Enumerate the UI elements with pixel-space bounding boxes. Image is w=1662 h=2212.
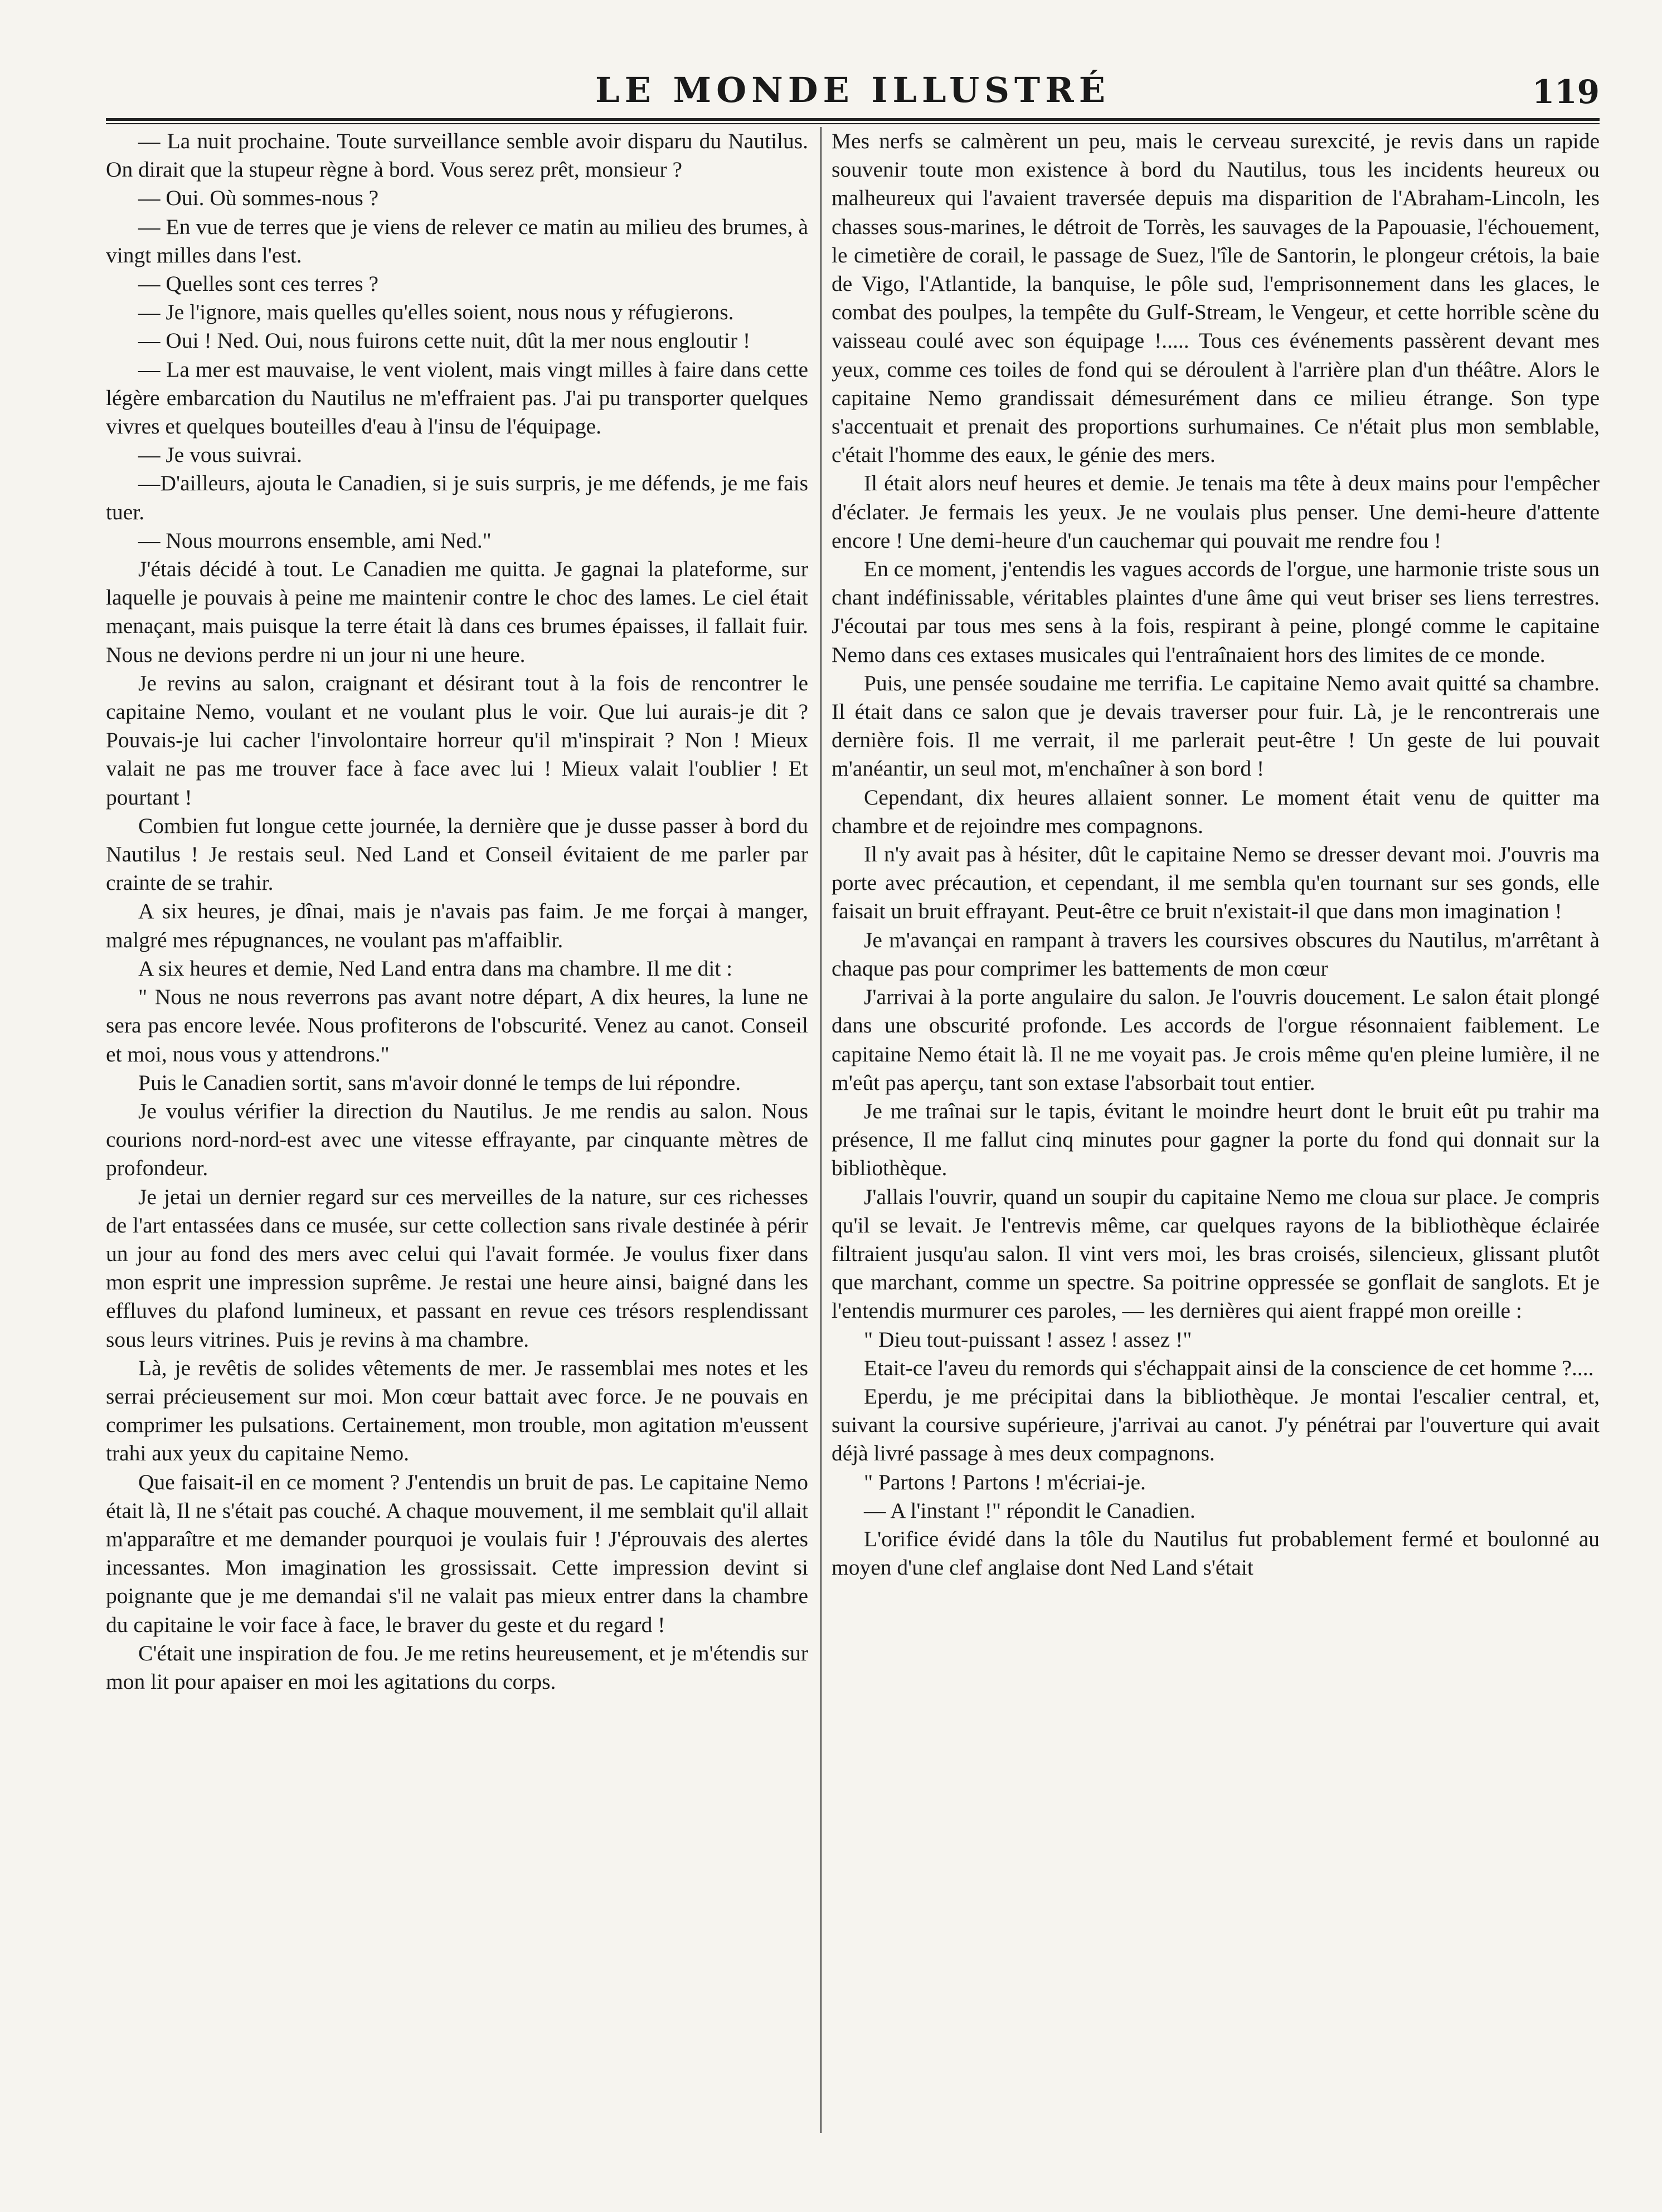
page-number: 119 [1532, 73, 1600, 111]
header-rule [106, 118, 1600, 121]
paragraph: — La mer est mauvaise, le vent violent, mais vingt milles à faire dans cette légère embarcation du Nautilus ne m'effraient pas. J'ai pu transporter quelques vivres et quelques bouteilles d'eau à l'insu de l'équipage. [106, 357, 808, 439]
paragraph: — En vue de terres que je viens de relever ce matin au milieu des brumes, à vingt milles dans l'est. [106, 214, 808, 267]
paragraph: — Je l'ignore, mais quelles qu'elles soient, nous nous y réfugierons. [138, 300, 734, 325]
paragraph: — A l'instant !" répondit le Canadien. [864, 1498, 1196, 1523]
paragraph: C'était une inspiration de fou. Je me retins heureusement, et je m'étendis sur mon lit pour apaiser en moi les agitations du corps. [106, 1640, 808, 1694]
paragraph: Eperdu, je me précipitai dans la bibliothèque. Je montai l'escalier central, et, suivant la coursive supérieure, j'arrivai au canot. J'y pénétrai par l'ouverture qui avait déjà livré passage à mes deux compagnons. [832, 1383, 1600, 1466]
paragraph: — Oui ! Ned. Oui, nous fuirons cette nuit, dût la mer nous engloutir ! [138, 328, 751, 353]
paragraph: Je voulus vérifier la direction du Nautilus. Je me rendis au salon. Nous courions nord-nord-est avec une vitesse effrayante, par cinquante mètres de profondeur. [106, 1098, 808, 1181]
right-column [832, 127, 1600, 2138]
paragraph: " Dieu tout-puissant ! assez ! assez !" [864, 1327, 1192, 1352]
paragraph: J'allais l'ouvrir, quand un soupir du capitaine Nemo me cloua sur place. Je compris qu'il se levait. Je l'entrevis même, car quelques rayons de la bibliothèque éclairée filtraient jusqu'au salon. Il vint vers moi, les bras croisés, silencieux, glissant plutôt que marchant, comme un spectre. Sa poitrine oppressée se gonflait de sanglots. Et je l'entendis murmurer ces paroles, — les dernières qui aient frappé mon oreille : [832, 1184, 1600, 1323]
paragraph: Je me traînai sur le tapis, évitant le moindre heurt dont le bruit eût pu trahir ma présence, Il me fallut cinq minutes pour gagner la porte du fond qui donnait sur la bibliothèque. [832, 1098, 1600, 1181]
page-header [106, 70, 1600, 120]
paragraph: Il était alors neuf heures et demie. Je tenais ma tête à deux mains pour l'empêcher d'éclater. Je fermais les yeux. Je ne voulais plus penser. Une demi-heure d'attente encore ! Une demi-heure d'un cauchemar qui pouvait me rendre fou ! [832, 471, 1600, 553]
column-divider [820, 127, 822, 2133]
newspaper-title: LE MONDE ILLUSTRÉ [595, 70, 1110, 110]
paragraph: Je revins au salon, craignant et désirant tout à la fois de rencontrer le capitaine Nemo, voulant et ne voulant plus le voir. Que lui aurais-je dit ? Pouvais-je lui cacher l'involontaire horreur qu'il m'inspirait ? Non ! Mieux valait ne pas me trouver face à face avec lui ! Mieux valait l'oublier ! Et pourtant ! [106, 670, 808, 810]
paragraph: " Partons ! Partons ! m'écriai-je. [864, 1469, 1146, 1494]
paragraph: Que faisait-il en ce moment ? J'entendis un bruit de pas. Le capitaine Nemo était là, Il ne s'était pas couché. A chaque mouvement, il me semblait qu'il allait m'apparaître et me demander pourquoi je voulais fuir ! J'éprouvais des alertes incessantes. Mon imagination les grossissait. Cette impression devint si poignante que je me demandai s'il ne valait pas mieux entrer dans la chambre du capitaine le voir face à face, le braver du geste et du regard ! [106, 1469, 808, 1637]
paragraph: J'arrivai à la porte angulaire du salon. Je l'ouvris doucement. Le salon était plongé dans une obscurité profonde. Les accords de l'orgue résonnaient faiblement. Le capitaine Nemo était là. Il ne me voyait pas. Je crois même qu'en pleine lumière, il ne m'eût pas aperçu, tant son extase l'absorbait tout entier. [832, 985, 1600, 1095]
paragraph: Cependant, dix heures allaient sonner. Le moment était venu de quitter ma chambre et de rejoindre mes compagnons. [832, 785, 1600, 838]
left-column [106, 127, 808, 2138]
paragraph: J'étais décidé à tout. Le Canadien me quitta. Je gagnai la plateforme, sur laquelle je pouvais à peine me maintenir contre le choc des lames. Le ciel était menaçant, mais puisque la terre était là dans ces brumes épaisses, il fallait fuir. Nous ne devions perdre ni un jour ni une heure. [106, 557, 808, 667]
paragraph: — Quelles sont ces terres ? [138, 271, 379, 296]
paragraph: Puis le Canadien sortit, sans m'avoir donné le temps de lui répondre. [138, 1070, 741, 1095]
paragraph: Il n'y avait pas à hésiter, dût le capitaine Nemo se dresser devant moi. J'ouvris ma porte avec précaution, et cependant, il me sembla qu'en tournant sur ses gonds, elle faisait un bruit effrayant. Peut-être ce bruit n'existait-il que dans mon imagination ! [832, 842, 1600, 924]
paragraph: Etait-ce l'aveu du remords qui s'échappait ainsi de la conscience de cet homme ?.... [864, 1355, 1594, 1380]
paragraph: A six heures et demie, Ned Land entra dans ma chambre. Il me dit : [138, 956, 733, 981]
paragraph: — La nuit prochaine. Toute surveillance semble avoir disparu du Nautilus. On dirait que la stupeur règne à bord. Vous serez prêt, monsieur ? [106, 129, 808, 182]
paragraph: Là, je revêtis de solides vêtements de mer. Je rassemblai mes notes et les serrai précieusement sur moi. Mon cœur battait avec force. Je ne pouvais en comprimer les pulsations. Certainement, mon trouble, mon agitation m'eussent trahi aux yeux du capitaine Nemo. [106, 1355, 808, 1466]
paragraph: Puis, une pensée soudaine me terrifia. Le capitaine Nemo avait quitté sa chambre. Il était dans ce salon que je devais traverser pour fuir. Là, je le rencontrerais une dernière fois. Il me verrait, il me parlerait peut-être ! Un geste de lui pouvait m'anéantir, un seul mot, m'enchaîner à son bord ! [832, 670, 1600, 781]
paragraph: Je m'avançai en rampant à travers les coursives obscures du Nautilus, m'arrêtant à chaque pas pour comprimer les battements de mon cœur [832, 927, 1600, 981]
paragraph: Je jetai un dernier regard sur ces merveilles de la nature, sur ces richesses de l'art entassées dans ce musée, sur cette collection sans rivale destinée à périr un jour au fond des mers avec celui qui l'avait formée. Je voulus fixer dans mon esprit une impression suprême. Je restai une heure ainsi, baigné dans les effluves du plafond lumineux, et passant en revue ces trésors resplendissant sous leurs vitrines. Puis je revins à ma chambre. [106, 1184, 808, 1352]
header-rule-thin [106, 123, 1600, 124]
paragraph: — Oui. Où sommes-nous ? [138, 186, 379, 211]
paragraph: L'orifice évidé dans la tôle du Nautilus fut probablement fermé et boulonné au moyen d'une clef anglaise dont Ned Land s'était [832, 1526, 1600, 1580]
paragraph: A six heures, je dînai, mais je n'avais pas faim. Je me forçai à manger, malgré mes répugnances, ne voulant pas m'affaiblir. [106, 899, 808, 952]
paragraph: — Nous mourrons ensemble, ami Ned." [138, 528, 492, 553]
paragraph: En ce moment, j'entendis les vagues accords de l'orgue, une harmonie triste sous un chant indéfinissable, véritables plaintes d'une âme qui veut briser ses liens terrestres. J'écoutai par tous mes sens à la fois, respirant à peine, plongé comme le capitaine Nemo dans ces extases musicales qui l'entraînaient hors des limites de ce monde. [832, 557, 1600, 667]
paragraph: Mes nerfs se calmèrent un peu, mais le cerveau surexcité, je revis dans un rapide souvenir toute mon existence à bord du Nautilus, tous les incidents heureux ou malheureux qui l'avaient traversée depuis ma disparition de l'Abraham-Lincoln, les chasses sous-marines, le détroit de Torrès, les sauvages de la Papouasie, l'échouement, le cimetière de corail, le passage de Suez, l'île de Santorin, le plongeur crétois, la baie de Vigo, l'Atlantide, la banquise, le pôle sud, l'emprisonnement dans les glaces, le combat des poulpes, la tempête du Gulf-Stream, le Vengeur, et cette horrible scène du vaisseau coulé avec son équipage !..... Tous ces événements passèrent devant mes yeux, comme ces toiles de fond qui se déroulent à l'arrière plan d'un théâtre. Alors le capitaine Nemo grandissait démesurément dans ce milieu étrange. Son type s'accentuait et prenait des proportions surhumaines. Ce n'était plus mon semblable, c'était l'homme des eaux, le génie des mers. [832, 129, 1600, 467]
paragraph: — Je vous suivrai. [138, 442, 303, 467]
paragraph: " Nous ne nous reverrons pas avant notre départ, A dix heures, la lune ne sera pas encore levée. Nous profiterons de l'obscurité. Venez au canot. Conseil et moi, nous vous y attendrons." [106, 985, 808, 1066]
paragraph: Combien fut longue cette journée, la dernière que je dusse passer à bord du Nautilus ! Je restais seul. Ned Land et Conseil évitaient de me parler par crainte de se trahir. [106, 813, 808, 895]
paragraph: —D'ailleurs, ajouta le Canadien, si je suis surpris, je me défends, je me fais tuer. [106, 471, 808, 524]
